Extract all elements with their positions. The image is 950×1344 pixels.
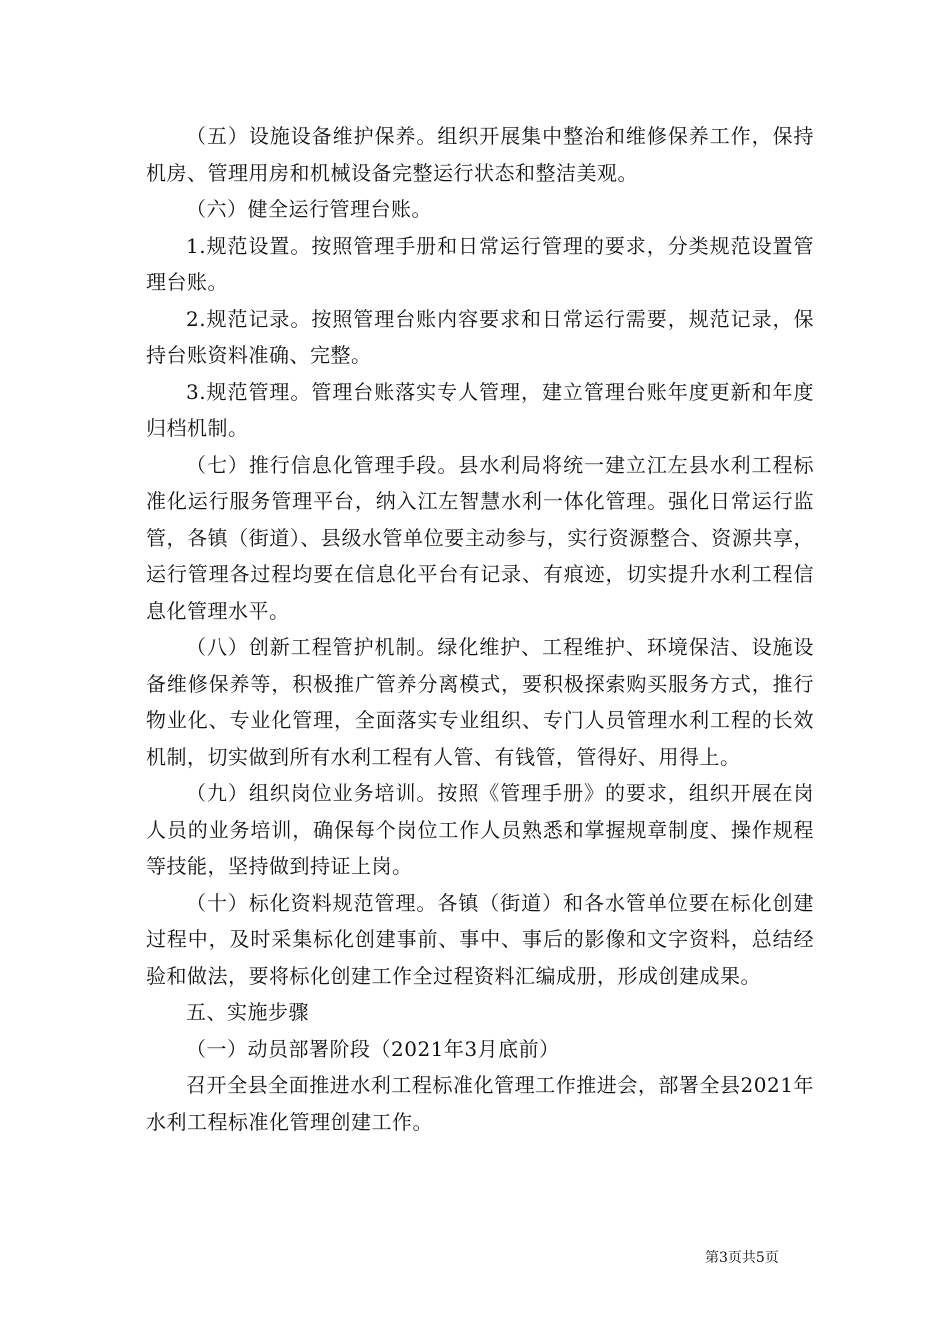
paragraph-6-2: 2.规范记录。按照管理台账内容要求和日常运行需要，规范记录，保持台账资料准确、完整。	[146, 306, 814, 367]
paragraph-9: （九）组织岗位业务培训。按照《管理手册》的要求，组织开展在岗人员的业务培训，确保每个岗位工作人员熟悉和掌握规章制度、操作规程等技能，坚持做到持证上岗。	[146, 781, 814, 878]
section-heading-implementation: 五、实施步骤	[186, 1000, 309, 1024]
document-body	[146, 118, 814, 1140]
paragraph-6: （六）健全运行管理台账。	[186, 197, 432, 221]
paragraph-10: （十）标化资料规范管理。各镇（街道）和各水管单位要在标化创建过程中，及时采集标化创建事前、事中、事后的影像和文字资料，总结经验和做法，要将标化创建工作全过程资料汇编成册，形成创建成果。	[146, 890, 814, 988]
page-number: 第3页共5页	[705, 1250, 779, 1266]
paragraph-5: （五）设施设备维护保养。组织开展集中整治和维修保养工作，保持机房、管理用房和机械设备完整运行状态和整洁美观。	[146, 124, 814, 185]
paragraph-6-3: 3.规范管理。管理台账落实专人管理，建立管理台账年度更新和年度归档机制。	[146, 379, 814, 440]
paragraph-8: （八）创新工程管护机制。绿化维护、工程维护、环境保洁、设施设备维修保养等，积极推广管养分离模式，要积极探索购买服务方式，推行物业化、专业化管理，全面落实专业组织、专门人员管理水利工程的长效机制，切实做到所有水利工程有人管、有钱管，管得好、用得上。	[146, 635, 814, 769]
paragraph-mobilization: 召开全县全面推进水利工程标准化管理工作推进会，部署全县2021年水利工程标准化管理创建工作。	[146, 1073, 814, 1134]
paragraph-7: （七）推行信息化管理手段。县水利局将统一建立江左县水利工程标准化运行服务管理平台，纳入江左智慧水利一体化管理。强化日常运行监管，各镇（街道）、县级水管单位要主动参与，实行资源整合、资源共享，运行管理各过程均要在信息化平台有记录、有痕迹，切实提升水利工程信息化管理水平。	[146, 452, 814, 623]
paragraph-6-1: 1.规范设置。按照管理手册和日常运行管理的要求，分类规范设置管理台账。	[146, 233, 814, 294]
subsection-heading-mobilization: （一）动员部署阶段（2021年3月底前）	[186, 1036, 560, 1061]
